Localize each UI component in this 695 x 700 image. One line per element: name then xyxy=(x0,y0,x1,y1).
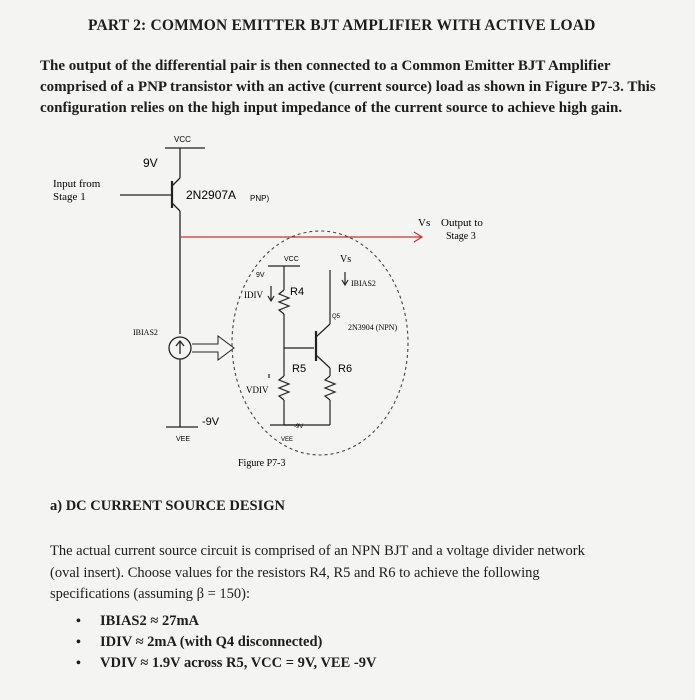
desc-line: The actual current source circuit is comprised of an NPN BJT and a voltage divider network xyxy=(50,543,585,559)
inset-vs-label: Vs xyxy=(340,254,352,265)
npn-collector xyxy=(316,324,330,337)
section-heading: a) DC CURRENT SOURCE DESIGN xyxy=(50,498,285,514)
spec-list xyxy=(72,611,376,674)
vs-label: Vs xyxy=(418,217,431,229)
transistor-label: 2N2907A xyxy=(186,188,237,202)
r6-resistor xyxy=(325,376,335,400)
desc-line: specifications (assuming β = 150): xyxy=(50,586,250,602)
output-label-2: Stage 3 xyxy=(446,231,476,242)
page-title: PART 2: COMMON EMITTER BJT AMPLIFIER WITH ACTIVE LOAD xyxy=(88,17,596,34)
spec-item: • IBIAS2 ≈ 27mA xyxy=(72,611,376,632)
callout-arrow xyxy=(192,336,234,360)
desc-line: (oval insert). Choose values for the resistors R4, R5 and R6 to achieve the following xyxy=(50,564,540,581)
input-label-1: Input from xyxy=(53,178,101,190)
supply-neg-label: -9V xyxy=(202,416,220,428)
spec-item: • VDIV ≈ 1.9V across R5, VCC = 9V, VEE -9V xyxy=(72,653,376,674)
pnp-collector xyxy=(172,203,180,211)
inset-neg9v-label: -9V xyxy=(294,424,304,430)
vcc-label: VCC xyxy=(174,135,191,144)
intro-line: The output of the differential pair is then connected to a Common Emitter BJT Amplifier xyxy=(40,58,611,74)
spec-item: • IDIV ≈ 2mA (with Q4 disconnected) xyxy=(72,632,376,653)
idiv-label: IDIV xyxy=(244,290,263,300)
r5-label: R5 xyxy=(292,363,307,375)
vee-label: VEE xyxy=(176,436,191,443)
input-label-2: Stage 1 xyxy=(53,191,86,203)
r4-resistor xyxy=(279,290,289,314)
ibias-inset-label: IBIAS2 xyxy=(351,279,376,288)
transistor-type-label: PNP) xyxy=(250,194,270,203)
intro-line: configuration relies on the high input impedance of the current source to achieve high gain. xyxy=(40,100,623,116)
ibias2-label: IBIAS2 xyxy=(133,328,158,337)
inset-vcc-label: VCC xyxy=(284,256,299,263)
vdiv-label: VDIV xyxy=(246,385,269,395)
r6-label: R6 xyxy=(338,363,353,375)
supply-pos-label: 9V xyxy=(143,156,158,170)
inset-oval xyxy=(232,231,408,455)
description-paragraph xyxy=(50,541,680,606)
q-label: Q5 xyxy=(332,314,341,320)
output-label-1: Output to xyxy=(441,217,483,229)
r5-resistor xyxy=(279,376,289,400)
intro-line: comprised of a PNP transistor with an active (current source) load as shown in Figure P7-3. This xyxy=(40,79,656,95)
inset-9v-label: 9V xyxy=(256,272,265,279)
r4-label: R4 xyxy=(290,286,305,298)
npn-emitter xyxy=(316,355,330,368)
inset-vee-label: VEE xyxy=(281,437,294,443)
pnp-emitter xyxy=(172,178,180,186)
npn-label: 2N3904 (NPN) xyxy=(348,323,398,332)
inset-circuit xyxy=(268,266,348,425)
figure-caption: Figure P7-3 xyxy=(238,458,286,469)
